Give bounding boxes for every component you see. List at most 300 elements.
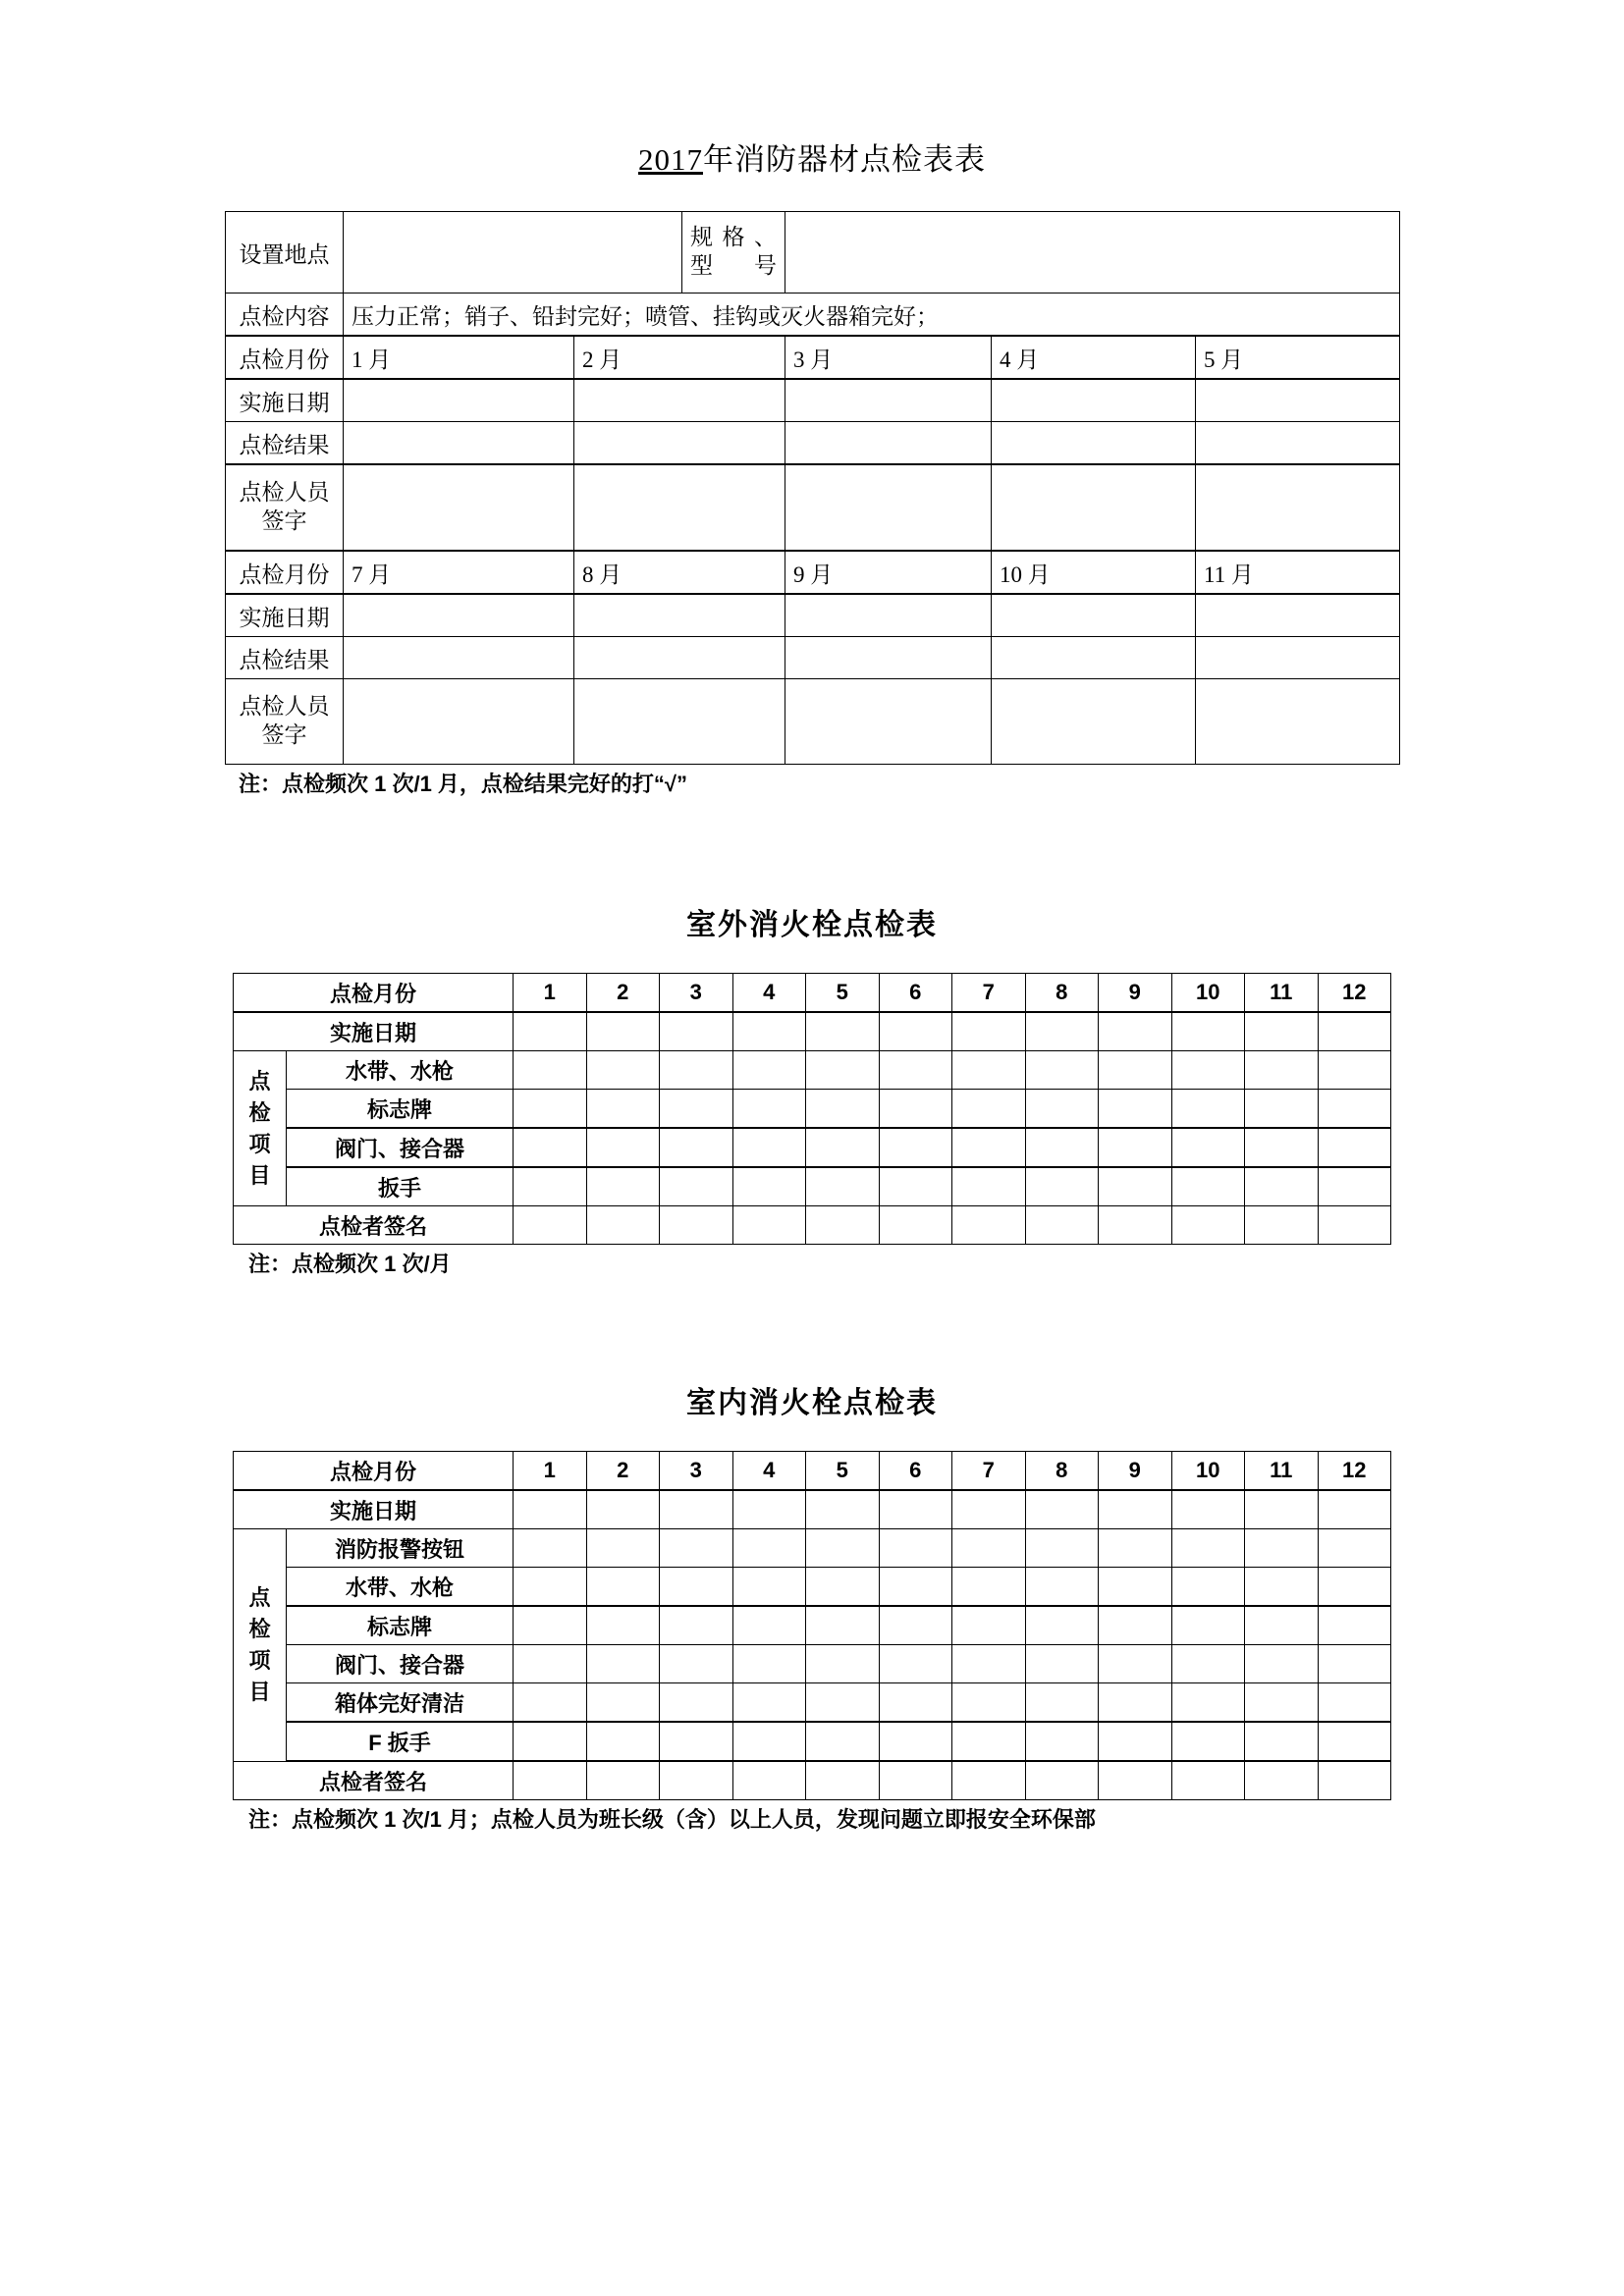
t2-item-cell[interactable]	[1245, 1051, 1319, 1090]
t2-label-date: 实施日期	[234, 1012, 514, 1051]
t2-item-cell[interactable]	[1171, 1090, 1245, 1129]
t1-result-input[interactable]	[1196, 637, 1400, 679]
table-row	[234, 1568, 1391, 1607]
t3-item-cell[interactable]	[1025, 1606, 1099, 1645]
t3-month-header: 6	[879, 1452, 952, 1491]
t3-item-cell[interactable]	[879, 1568, 952, 1607]
t1-date-input[interactable]	[785, 594, 992, 637]
t3-item-cell[interactable]	[1171, 1529, 1245, 1568]
t2-item-label: 阀门、接合器	[287, 1128, 514, 1167]
t1-result-input[interactable]	[574, 637, 785, 679]
t1-date-input[interactable]	[785, 379, 992, 422]
fire-equipment-table-wrapper	[225, 211, 1399, 799]
t2-date-input[interactable]	[514, 1012, 587, 1051]
t2-item-cell[interactable]	[586, 1090, 660, 1129]
t3-item-cell[interactable]	[806, 1529, 880, 1568]
table-row	[226, 379, 1400, 422]
t3-item-cell[interactable]	[879, 1645, 952, 1683]
t2-month-header: 4	[732, 974, 806, 1013]
t3-item-cell[interactable]	[586, 1645, 660, 1683]
table-row	[234, 1012, 1391, 1051]
t3-date-input[interactable]	[732, 1490, 806, 1529]
t3-date-input[interactable]	[586, 1490, 660, 1529]
t2-item-cell[interactable]	[806, 1128, 880, 1167]
t2-item-cell[interactable]	[514, 1167, 587, 1206]
t2-month-header: 10	[1171, 974, 1245, 1013]
t2-item-cell[interactable]	[952, 1090, 1026, 1129]
table-row	[234, 1128, 1391, 1167]
t2-item-cell[interactable]	[952, 1128, 1026, 1167]
t1-label-signature-h1: 点检人员签字	[226, 464, 344, 551]
t3-item-cell[interactable]	[806, 1722, 880, 1761]
t2-item-cell[interactable]	[514, 1128, 587, 1167]
t2-item-cell[interactable]	[1099, 1167, 1172, 1206]
t2-month-header: 6	[879, 974, 952, 1013]
t2-item-cell[interactable]	[1025, 1051, 1099, 1090]
t3-date-input[interactable]	[660, 1490, 733, 1529]
t3-item-cell[interactable]	[806, 1683, 880, 1723]
t2-item-cell[interactable]	[660, 1167, 733, 1206]
t2-signature-input[interactable]	[952, 1206, 1026, 1245]
t3-item-cell[interactable]	[1099, 1722, 1172, 1761]
t3-item-cell[interactable]	[952, 1683, 1026, 1723]
t2-item-cell[interactable]	[514, 1090, 587, 1129]
t1-label-result-h1: 点检结果	[226, 422, 344, 465]
t1-date-input[interactable]	[344, 379, 574, 422]
t3-month-header: 9	[1099, 1452, 1172, 1491]
table-row	[234, 1722, 1391, 1761]
t1-month-cell: 4 月	[992, 336, 1196, 379]
t2-signature-input[interactable]	[879, 1206, 952, 1245]
t3-item-cell[interactable]	[806, 1645, 880, 1683]
t3-month-header: 11	[1245, 1452, 1319, 1491]
t1-result-input[interactable]	[344, 422, 574, 465]
t2-category-char: 点	[248, 1069, 271, 1094]
t3-item-cell[interactable]	[806, 1568, 880, 1607]
t3-item-cell[interactable]	[586, 1722, 660, 1761]
t1-signature-input[interactable]	[1196, 464, 1400, 551]
t2-item-cell[interactable]	[514, 1051, 587, 1090]
t2-item-cell[interactable]	[732, 1051, 806, 1090]
t1-signature-input[interactable]	[574, 464, 785, 551]
t3-item-cell[interactable]	[1025, 1722, 1099, 1761]
t3-signature-input[interactable]	[1318, 1761, 1391, 1800]
t3-item-cell[interactable]	[586, 1606, 660, 1645]
t1-result-input[interactable]	[992, 422, 1196, 465]
t1-signature-input[interactable]	[344, 679, 574, 765]
t1-date-input[interactable]	[992, 594, 1196, 637]
t1-signature-input[interactable]	[344, 464, 574, 551]
t3-signature-input[interactable]	[660, 1761, 733, 1800]
t3-item-cell[interactable]	[660, 1722, 733, 1761]
t1-label-month-h2: 点检月份	[226, 551, 344, 594]
t3-item-cell[interactable]	[1318, 1529, 1391, 1568]
t2-item-cell[interactable]	[660, 1090, 733, 1129]
t3-item-cell[interactable]	[660, 1529, 733, 1568]
t2-date-input[interactable]	[1318, 1012, 1391, 1051]
t2-month-header: 5	[806, 974, 880, 1013]
t3-item-label: 水带、水枪	[287, 1568, 514, 1607]
t2-signature-input[interactable]	[1318, 1206, 1391, 1245]
t3-label-month: 点检月份	[234, 1452, 514, 1491]
t1-label-content: 点检内容	[226, 294, 344, 337]
t3-item-cell[interactable]	[1318, 1683, 1391, 1723]
t3-month-header: 8	[1025, 1452, 1099, 1491]
t3-item-label: F 扳手	[287, 1722, 514, 1761]
t1-result-input[interactable]	[785, 422, 992, 465]
t1-signature-input[interactable]	[785, 464, 992, 551]
t2-signature-input[interactable]	[1025, 1206, 1099, 1245]
t3-date-input[interactable]	[1318, 1490, 1391, 1529]
t3-item-cell[interactable]	[1318, 1606, 1391, 1645]
table-row	[226, 422, 1400, 465]
t1-label-month-h1: 点检月份	[226, 336, 344, 379]
t3-label-signature: 点检者签名	[234, 1761, 514, 1800]
t2-item-cell[interactable]	[1171, 1051, 1245, 1090]
t1-value-location[interactable]	[344, 212, 682, 294]
t1-signature-input[interactable]	[785, 679, 992, 765]
t3-item-cell[interactable]	[1099, 1683, 1172, 1723]
t3-item-cell[interactable]	[732, 1568, 806, 1607]
t2-month-header: 11	[1245, 974, 1319, 1013]
t2-item-cell[interactable]	[879, 1167, 952, 1206]
t3-item-cell[interactable]	[586, 1529, 660, 1568]
t1-result-input[interactable]	[344, 637, 574, 679]
t3-item-label: 箱体完好清洁	[287, 1683, 514, 1723]
t3-item-cell[interactable]	[732, 1606, 806, 1645]
t2-category-char: 目	[248, 1162, 271, 1188]
t2-item-cell[interactable]	[1245, 1128, 1319, 1167]
t1-result-input[interactable]	[992, 637, 1196, 679]
t1-month-cell: 1 月	[344, 336, 574, 379]
t3-item-cell[interactable]	[514, 1606, 587, 1645]
t3-item-cell[interactable]	[1245, 1722, 1319, 1761]
indoor-hydrant-inspection-table	[233, 1451, 1391, 1800]
t2-signature-input[interactable]	[514, 1206, 587, 1245]
t3-month-header: 1	[514, 1452, 587, 1491]
t2-signature-input[interactable]	[806, 1206, 880, 1245]
t2-item-cell[interactable]	[1099, 1051, 1172, 1090]
t1-label-date-h2: 实施日期	[226, 594, 344, 637]
t3-item-cell[interactable]	[732, 1529, 806, 1568]
t3-date-input[interactable]	[514, 1490, 587, 1529]
t2-item-label: 扳手	[287, 1167, 514, 1206]
table-row	[226, 294, 1400, 337]
table-row	[226, 464, 1400, 551]
t3-category-char: 项	[248, 1648, 271, 1674]
t2-item-cell[interactable]	[1318, 1167, 1391, 1206]
table-row	[234, 1167, 1391, 1206]
t2-date-input[interactable]	[1171, 1012, 1245, 1051]
t3-signature-input[interactable]	[879, 1761, 952, 1800]
table-row	[234, 974, 1391, 1013]
t2-item-cell[interactable]	[660, 1051, 733, 1090]
t1-value-spec[interactable]	[785, 212, 1400, 294]
t3-label-date: 实施日期	[234, 1490, 514, 1529]
t2-item-cell[interactable]	[879, 1128, 952, 1167]
t3-item-cell[interactable]	[660, 1645, 733, 1683]
t2-item-cell[interactable]	[586, 1051, 660, 1090]
t3-item-cell[interactable]	[952, 1529, 1026, 1568]
t1-signature-input[interactable]	[1196, 679, 1400, 765]
t2-signature-input[interactable]	[732, 1206, 806, 1245]
t3-date-input[interactable]	[1245, 1490, 1319, 1529]
t3-item-cell[interactable]	[952, 1568, 1026, 1607]
t1-signature-input[interactable]	[992, 679, 1196, 765]
t3-item-cell[interactable]	[1171, 1606, 1245, 1645]
t2-item-cell[interactable]	[952, 1167, 1026, 1206]
t1-result-input[interactable]	[785, 637, 992, 679]
t1-month-cell: 5 月	[1196, 336, 1400, 379]
t3-signature-input[interactable]	[952, 1761, 1026, 1800]
t2-date-input[interactable]	[806, 1012, 880, 1051]
t2-category-char: 检	[248, 1099, 271, 1125]
t3-item-cell[interactable]	[732, 1683, 806, 1723]
t2-date-input[interactable]	[1245, 1012, 1319, 1051]
t2-signature-input[interactable]	[660, 1206, 733, 1245]
t3-date-input[interactable]	[1025, 1490, 1099, 1529]
t1-signature-input[interactable]	[992, 464, 1196, 551]
t1-label-result-h2: 点检结果	[226, 637, 344, 679]
t2-item-cell[interactable]	[1318, 1128, 1391, 1167]
t3-item-cell[interactable]	[514, 1568, 587, 1607]
t3-label-category	[234, 1529, 287, 1762]
t2-item-cell[interactable]	[1025, 1128, 1099, 1167]
t3-signature-input[interactable]	[586, 1761, 660, 1800]
t3-item-cell[interactable]	[514, 1645, 587, 1683]
t3-signature-input[interactable]	[732, 1761, 806, 1800]
fire-equipment-inspection-table	[225, 211, 1400, 765]
t1-date-input[interactable]	[992, 379, 1196, 422]
t2-month-header: 2	[586, 974, 660, 1013]
t2-item-cell[interactable]	[1099, 1090, 1172, 1129]
table-row	[226, 551, 1400, 594]
t3-item-cell[interactable]	[1099, 1645, 1172, 1683]
document-title	[0, 0, 1624, 178]
t2-item-cell[interactable]	[1171, 1128, 1245, 1167]
t3-item-cell[interactable]	[1099, 1529, 1172, 1568]
t2-note: 注：点检频次 1 次/月	[248, 1252, 452, 1277]
t3-date-input[interactable]	[1171, 1490, 1245, 1529]
t3-item-cell[interactable]	[1171, 1645, 1245, 1683]
t3-date-input[interactable]	[1099, 1490, 1172, 1529]
table-row	[234, 1051, 1391, 1090]
t2-label-month: 点检月份	[234, 974, 514, 1013]
table-row	[234, 1090, 1391, 1129]
t1-month-cell: 7 月	[344, 551, 574, 594]
t3-item-cell[interactable]	[1318, 1568, 1391, 1607]
table-row	[234, 1606, 1391, 1645]
t2-item-label: 水带、水枪	[287, 1051, 514, 1090]
table-row	[234, 1206, 1391, 1245]
t3-month-header: 5	[806, 1452, 880, 1491]
t1-date-input[interactable]	[1196, 594, 1400, 637]
outdoor-hydrant-inspection-table	[233, 973, 1391, 1245]
t2-month-header: 8	[1025, 974, 1099, 1013]
t3-item-cell[interactable]	[732, 1722, 806, 1761]
t1-label-location: 设置地点	[226, 212, 344, 294]
t3-date-input[interactable]	[952, 1490, 1026, 1529]
t3-item-cell[interactable]	[879, 1722, 952, 1761]
t3-month-header: 4	[732, 1452, 806, 1491]
t2-item-cell[interactable]	[1245, 1090, 1319, 1129]
t3-category-char: 目	[248, 1680, 271, 1705]
t3-category-char: 点	[248, 1585, 271, 1611]
table-row	[226, 637, 1400, 679]
t3-date-input[interactable]	[806, 1490, 880, 1529]
t3-month-header: 12	[1318, 1452, 1391, 1491]
t3-item-cell[interactable]	[1025, 1529, 1099, 1568]
t3-item-cell[interactable]	[732, 1645, 806, 1683]
t3-item-cell[interactable]	[879, 1529, 952, 1568]
t3-item-cell[interactable]	[514, 1722, 587, 1761]
t2-item-cell[interactable]	[732, 1128, 806, 1167]
t3-item-cell[interactable]	[1025, 1683, 1099, 1723]
table-row	[234, 1490, 1391, 1529]
t3-item-cell[interactable]	[1245, 1529, 1319, 1568]
indoor-hydrant-title: 室内消火栓点检表	[686, 1386, 938, 1419]
t2-item-cell[interactable]	[586, 1167, 660, 1206]
t2-date-input[interactable]	[586, 1012, 660, 1051]
t3-item-cell[interactable]	[879, 1606, 952, 1645]
t1-result-input[interactable]	[574, 422, 785, 465]
t1-date-input[interactable]	[344, 594, 574, 637]
t2-item-cell[interactable]	[1318, 1090, 1391, 1129]
t2-item-cell[interactable]	[806, 1090, 880, 1129]
t2-item-cell[interactable]	[732, 1090, 806, 1129]
t2-item-cell[interactable]	[586, 1128, 660, 1167]
t2-signature-input[interactable]	[1099, 1206, 1172, 1245]
t2-date-input[interactable]	[660, 1012, 733, 1051]
t1-date-input[interactable]	[1196, 379, 1400, 422]
document-title-year: 2017	[638, 142, 703, 177]
t3-item-cell[interactable]	[1318, 1645, 1391, 1683]
t3-item-cell[interactable]	[1245, 1606, 1319, 1645]
t3-item-cell[interactable]	[660, 1568, 733, 1607]
t2-item-cell[interactable]	[1171, 1167, 1245, 1206]
t3-item-cell[interactable]	[952, 1606, 1026, 1645]
t1-date-input[interactable]	[574, 594, 785, 637]
t2-label-category	[234, 1051, 287, 1206]
table-row	[234, 1452, 1391, 1491]
t1-label-date-h1: 实施日期	[226, 379, 344, 422]
table-row	[234, 1645, 1391, 1683]
t2-date-input[interactable]	[1025, 1012, 1099, 1051]
t2-month-header: 12	[1318, 974, 1391, 1013]
t2-item-label: 标志牌	[287, 1090, 514, 1129]
t3-month-header: 2	[586, 1452, 660, 1491]
t3-item-cell[interactable]	[1245, 1645, 1319, 1683]
t2-item-cell[interactable]	[879, 1051, 952, 1090]
t3-item-cell[interactable]	[514, 1683, 587, 1723]
indoor-hydrant-table-wrapper	[233, 1451, 1391, 1835]
t3-item-cell[interactable]	[660, 1606, 733, 1645]
t3-item-cell[interactable]	[586, 1683, 660, 1723]
t3-item-cell[interactable]	[660, 1683, 733, 1723]
t3-item-label: 阀门、接合器	[287, 1645, 514, 1683]
t3-item-cell[interactable]	[879, 1683, 952, 1723]
t1-date-input[interactable]	[574, 379, 785, 422]
t2-month-header: 3	[660, 974, 733, 1013]
t3-item-cell[interactable]	[586, 1568, 660, 1607]
t2-item-cell[interactable]	[1245, 1167, 1319, 1206]
t3-item-cell[interactable]	[1245, 1683, 1319, 1723]
t1-label-signature-h2: 点检人员签字	[226, 679, 344, 765]
t3-item-cell[interactable]	[1025, 1568, 1099, 1607]
t3-category-char: 检	[248, 1617, 271, 1642]
t3-month-header: 10	[1171, 1452, 1245, 1491]
t2-item-cell[interactable]	[1099, 1128, 1172, 1167]
t2-item-cell[interactable]	[879, 1090, 952, 1129]
t1-note: 注：点检频次 1 次/1 月，点检结果完好的打“√”	[239, 772, 687, 797]
t2-date-input[interactable]	[952, 1012, 1026, 1051]
t2-month-header: 1	[514, 974, 587, 1013]
t2-date-input[interactable]	[1099, 1012, 1172, 1051]
t3-signature-input[interactable]	[806, 1761, 880, 1800]
t3-item-cell[interactable]	[1171, 1568, 1245, 1607]
t2-item-cell[interactable]	[1025, 1167, 1099, 1206]
outdoor-hydrant-title: 室外消火栓点检表	[686, 908, 938, 941]
t1-month-cell: 3 月	[785, 336, 992, 379]
t3-item-cell[interactable]	[1171, 1722, 1245, 1761]
t1-value-content: 压力正常；销子、铅封完好；喷管、挂钩或灭火器箱完好；	[344, 294, 1400, 337]
table-row	[226, 679, 1400, 765]
table-row	[226, 594, 1400, 637]
t2-item-cell[interactable]	[660, 1128, 733, 1167]
table-row	[234, 1529, 1391, 1568]
t3-item-cell[interactable]	[1099, 1606, 1172, 1645]
t2-signature-input[interactable]	[1171, 1206, 1245, 1245]
t3-note: 注：点检频次 1 次/1 月；点检人员为班长级（含）以上人员，发现问题立即报安全环保部	[248, 1807, 1096, 1833]
t2-item-cell[interactable]	[952, 1051, 1026, 1090]
t3-item-cell[interactable]	[1025, 1645, 1099, 1683]
t2-signature-input[interactable]	[586, 1206, 660, 1245]
t1-result-input[interactable]	[1196, 422, 1400, 465]
t3-signature-input[interactable]	[1025, 1761, 1099, 1800]
t3-month-header: 3	[660, 1452, 733, 1491]
t3-signature-input[interactable]	[514, 1761, 587, 1800]
t2-item-cell[interactable]	[1025, 1090, 1099, 1129]
t2-item-cell[interactable]	[806, 1051, 880, 1090]
t3-item-cell[interactable]	[1171, 1683, 1245, 1723]
t2-item-cell[interactable]	[806, 1167, 880, 1206]
t2-item-cell[interactable]	[1318, 1051, 1391, 1090]
t3-signature-input[interactable]	[1245, 1761, 1319, 1800]
table-row	[234, 1761, 1391, 1800]
t1-signature-input[interactable]	[574, 679, 785, 765]
t1-label-spec: 规格、型号	[682, 212, 785, 294]
t1-month-cell: 9 月	[785, 551, 992, 594]
t3-item-cell[interactable]	[1099, 1568, 1172, 1607]
t2-date-input[interactable]	[879, 1012, 952, 1051]
t3-item-cell[interactable]	[1318, 1722, 1391, 1761]
t2-signature-input[interactable]	[1245, 1206, 1319, 1245]
table-row	[226, 336, 1400, 379]
t3-date-input[interactable]	[879, 1490, 952, 1529]
t3-item-cell[interactable]	[514, 1529, 587, 1568]
t3-item-cell[interactable]	[952, 1722, 1026, 1761]
t3-signature-input[interactable]	[1171, 1761, 1245, 1800]
t2-month-header: 9	[1099, 974, 1172, 1013]
t3-month-header: 7	[952, 1452, 1026, 1491]
t3-item-cell[interactable]	[1245, 1568, 1319, 1607]
t3-item-cell[interactable]	[952, 1645, 1026, 1683]
t2-date-input[interactable]	[732, 1012, 806, 1051]
t1-month-cell: 10 月	[992, 551, 1196, 594]
t3-signature-input[interactable]	[1099, 1761, 1172, 1800]
t3-item-cell[interactable]	[806, 1606, 880, 1645]
t2-item-cell[interactable]	[732, 1167, 806, 1206]
